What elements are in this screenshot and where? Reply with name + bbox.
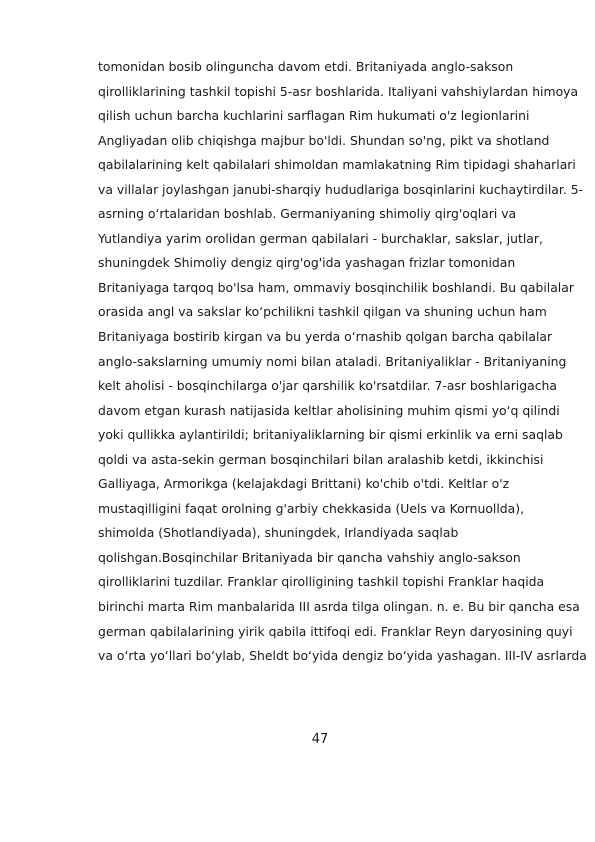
text-line: Angliyadan olib chiqishga majbur bo'ldi. Shundan so'ng, pikt va shotland <box>98 132 550 148</box>
text-line: Galliyaga, Armorikga (kelajakdagi Brittani) ko'chib o'tdi. Keltlar o'z <box>98 476 510 492</box>
text-line: va villalar joylashgan janubi-sharqiy hududlariga bosqinlarini kuchaytirdilar. 5- <box>98 181 584 197</box>
text-line: orasida angl va sakslar ko‘pchilikni tashkil qilgan va shuning uchun ham <box>98 304 547 320</box>
text-line: qabilalarining kelt qabilalari shimoldan mamlakatning Rim tipidagi shaharlari <box>98 157 576 173</box>
text-line: kelt aholisi - bosqinchilarga o'jar qarshilik ko'rsatdilar. 7-asr boshlarigacha <box>98 378 557 394</box>
text-line: asrning o‘rtalaridan boshlab. Germaniyaning shimoliy qirg'oqlari va <box>98 206 517 222</box>
page-number: 47 <box>311 732 329 747</box>
text-line: shuningdek Shimoliy dengiz qirg'og'ida yashagan frizlar tomonidan <box>98 255 516 271</box>
text-line: anglo-sakslarning umumiy nomi bilan ataladi. Britaniyaliklar - Britaniyaning <box>98 353 567 369</box>
text-line: Britaniyaga tarqoq bo'lsa ham, ommaviy bosqinchilik boshlandi. Bu qabilalar <box>98 279 574 295</box>
text-line: va o‘rta yo‘llari bo‘ylab, Sheldt bo‘yida dengiz bo‘yida yashagan. III-IV asrlarda <box>98 648 587 664</box>
text-line: yoki qullikka aylantirildi; britaniyaliklarning bir qismi erkinlik va erni saqlab <box>98 427 563 443</box>
text-line: qirolliklarini tuzdilar. Franklar qirolligining tashkil topishi Franklar haqida <box>98 574 545 590</box>
text-line: qirolliklarining tashkil topishi 5-asr boshlarida. Italiyani vahshiylardan himoya <box>98 83 579 99</box>
text-line: mustaqilligini faqat orolning g'arbiy chekkasida (Uels va Kornuollda), <box>98 500 525 516</box>
text-line: tomonidan bosib olinguncha davom etdi. Britaniyada anglo-sakson <box>98 59 514 74</box>
text-line: Britaniyaga bostirib kirgan va bu yerda o‘rnashib qolgan barcha qabilalar <box>98 329 553 345</box>
body-text <box>98 55 595 669</box>
text-line: qolishgan.Bosqinchilar Britaniyada bir qancha vahshiy anglo-sakson <box>98 549 521 565</box>
text-line: Yutlandiya yarim orolidan german qabilalari - burchaklar, sakslar, jutlar, <box>98 230 543 246</box>
text-line: davom etgan kurash natijasida keltlar aholisining muhim qismi yo‘q qilindi <box>98 402 560 418</box>
text-line: qilish uchun barcha kuchlarini sarflagan Rim hukumati o'z legionlarini <box>98 108 530 124</box>
text-line: birinchi marta Rim manbalarida III asrda tilga olingan. n. e. Bu bir qancha esa <box>98 599 580 615</box>
text-line: shimolda (Shotlandiyada), shuningdek, Irlandiyada saqlab <box>98 525 459 541</box>
text-line: qoldi va asta-sekin german bosqinchilari bilan aralashib ketdi, ikkinchisi <box>98 451 544 467</box>
text-line: german qabilalarining yirik qabila ittifoqi edi. Franklar Reyn daryosining quyi <box>98 623 573 639</box>
